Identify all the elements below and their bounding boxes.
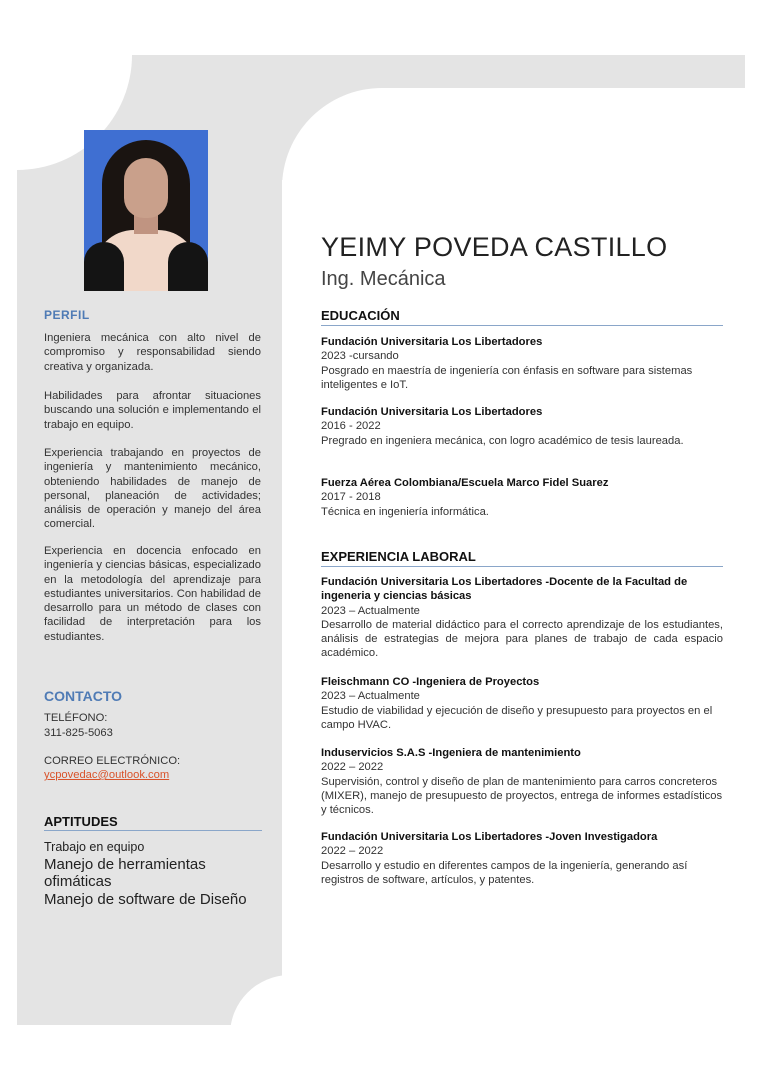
photo-face — [124, 158, 168, 218]
experiencia-position: Fundación Universitaria Los Libertadores -Docente de la Facultad de ingeneria y ciencias básicas — [321, 576, 688, 603]
educacion-dates: 2016 - 2022 — [321, 420, 381, 433]
perfil-title: PERFIL — [44, 308, 90, 322]
email-label: CORREO ELECTRÓNICO: — [44, 755, 181, 767]
experiencia-title: EXPERIENCIA LABORAL — [321, 549, 476, 564]
photo-jacket-left — [84, 242, 124, 291]
aptitudes-title: APTITUDES — [44, 814, 118, 829]
perfil-paragraph-2: Habilidades para afrontar situaciones buscando una solución e implementando el trabajo en equipo. — [44, 390, 261, 431]
perfil-paragraph-1: Ingeniera mecánica con alto nivel de compromiso y responsabilidad siendo creativa y organizada. — [44, 332, 261, 373]
aptitud-item-2: Manejo de herramientas ofimáticas — [44, 856, 206, 890]
experiencia-dates: 2022 – 2022 — [321, 845, 384, 858]
educacion-title: EDUCACIÓN — [321, 308, 400, 323]
experiencia-position: Fleischmann CO -Ingeniera de Proyectos — [321, 676, 540, 688]
experiencia-entry-1 — [321, 575, 723, 661]
phone-label: TELÉFONO: — [44, 712, 108, 724]
educacion-entry-1 — [321, 335, 723, 392]
experiencia-position: Fundación Universitaria Los Libertadores -Joven Investigadora — [321, 831, 658, 843]
experiencia-dates: 2022 – 2022 — [321, 761, 384, 774]
perfil-paragraph-4: Experiencia en docencia enfocado en ingeniería y ciencias básicas, especializado en la metodología del aprendizaje para estudiantes universitarios. Con habilidad de desarrollo para un método de clases con facilidad de interpretación para los estudiantes. — [44, 545, 261, 643]
contacto-title: CONTACTO — [44, 688, 123, 704]
aptitud-item-3: Manejo de software de Diseño — [44, 891, 247, 908]
profile-photo — [84, 130, 208, 291]
experiencia-entry-2 — [321, 675, 723, 732]
educacion-entry-2 — [321, 405, 723, 448]
aptitudes-divider — [44, 830, 262, 831]
educacion-institution: Fundación Universitaria Los Libertadores — [321, 406, 543, 418]
experiencia-divider — [321, 566, 723, 567]
experiencia-description: Desarrollo de material didáctico para el correcto aprendizaje de los estudiantes, análisis de estrategias de mejora para planes de trabajo de cada espacio académico. — [321, 618, 723, 660]
educacion-entry-3 — [321, 476, 723, 519]
experiencia-entry-4 — [321, 830, 723, 887]
educacion-description: Pregrado en ingeniera mecánica, con logro académico de tesis laureada. — [321, 434, 684, 447]
experiencia-description: Desarrollo y estudio en diferentes campos de la ingeniería, generando así registros de software, artículos, y patentes. — [321, 859, 688, 886]
educacion-dates: 2023 -cursando — [321, 350, 399, 363]
perfil-paragraph-3: Experiencia trabajando en proyectos de ingeniería y mantenimiento mecánico, obteniendo habilidades de manejo de personal, planeación de actividades; análisis de operación y manejo del área comercial. — [44, 447, 261, 531]
experiencia-description: Estudio de viabilidad y ejecución de diseño y presupuesto para proyectos en el campo HVAC. — [321, 704, 713, 731]
email-link[interactable]: ycpovedac@outlook.com — [44, 769, 170, 781]
photo-jacket-right — [168, 242, 208, 291]
educacion-description: Técnica en ingeniería informática. — [321, 505, 489, 518]
educacion-dates: 2017 - 2018 — [321, 491, 381, 504]
experiencia-description: Supervisión, control y diseño de plan de mantenimiento para carros concreteros (MIXER), manejo de presupuesto de proyectos, entrega de informes estadísticos y técnicos. — [321, 775, 723, 817]
educacion-divider — [321, 325, 723, 326]
experiencia-position: Induservicios S.A.S -Ingeniera de mantenimiento — [321, 747, 581, 759]
educacion-institution: Fuerza Aérea Colombiana/Escuela Marco Fidel Suarez — [321, 477, 609, 489]
full-name: YEIMY POVEDA CASTILLO — [321, 232, 668, 262]
aptitud-item-1: Trabajo en equipo — [44, 840, 145, 854]
phone-value: 311-825-5063 — [44, 727, 113, 739]
experiencia-dates: 2023 – Actualmente — [321, 690, 420, 703]
experiencia-entry-3 — [321, 746, 723, 817]
educacion-description: Posgrado en maestría de ingeniería con énfasis en software para sistemas inteligentes e IoT. — [321, 364, 693, 391]
job-title: Ing. Mecánica — [321, 268, 446, 290]
educacion-institution: Fundación Universitaria Los Libertadores — [321, 336, 543, 348]
experiencia-dates: 2023 – Actualmente — [321, 604, 420, 617]
